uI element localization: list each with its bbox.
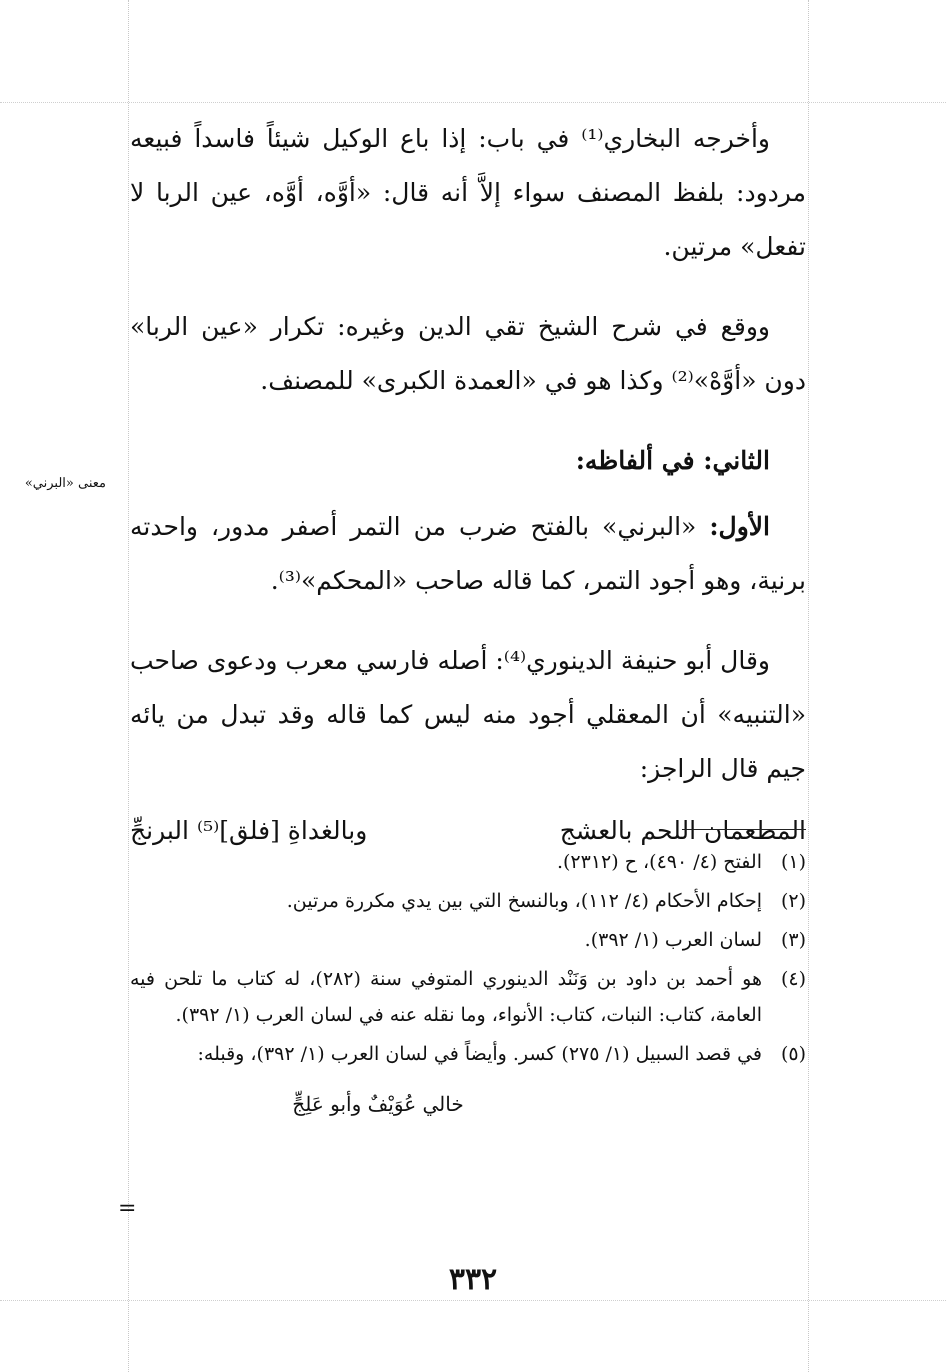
footnote — [130, 883, 806, 919]
paragraph-text: «البرني» بالفتح ضرب من التمر أصفر مدور، واحدته برنية، وهو أجود التمر، كما قاله صاحب «المحكم»⁽³⁾. — [130, 512, 806, 595]
verse-second-hemistich: وبالغداةِ [فلق]⁽⁵⁾ البرنجِّ — [130, 816, 368, 845]
footnotes — [130, 844, 806, 1122]
continuation-mark: = — [118, 1196, 137, 1221]
scan-guide-line — [0, 1300, 946, 1301]
paragraph — [130, 112, 806, 274]
scan-guide-line — [128, 0, 129, 1372]
footnote — [130, 961, 806, 1033]
footnote-verse: خالي عُوَيْفٌ وأبو عَلِجٍّ — [292, 1092, 464, 1116]
paragraph — [130, 500, 806, 608]
page-number: ٣٣٢ — [448, 1262, 498, 1297]
lead-word: الأول: — [709, 512, 770, 541]
footnote-number: (٢) — [780, 890, 806, 912]
footnote — [130, 844, 806, 880]
footnote-text: في قصد السبيل (١/ ٢٧٥) كسر. وأيضاً في لسان العرب (١/ ٣٩٢)، وقبله: — [197, 1043, 762, 1065]
paragraph — [130, 300, 806, 408]
section-heading — [130, 434, 806, 488]
footnote-text: الفتح (٤/ ٤٩٠)، ح (٢٣١٢). — [556, 851, 762, 873]
scan-guide-line — [0, 102, 946, 103]
paragraph-text: ووقع في شرح الشيخ تقي الدين وغيره: تكرار «عين الربا» دون «أوَّهْ»⁽²⁾ وكذا هو في «العمدة الكبرى» للمصنف. — [130, 312, 806, 395]
footnote-number: (٣) — [780, 929, 806, 951]
footnote-number: (٥) — [780, 1043, 806, 1065]
footnote-text: لسان العرب (١/ ٣٩٢). — [584, 929, 762, 951]
footnote — [130, 1036, 806, 1072]
footnote-text: إحكام الأحكام (٤/ ١١٢)، وبالنسخ التي بين يدي مكررة مرتين. — [286, 890, 762, 912]
paragraph — [130, 634, 806, 796]
footnote-number: (٤) — [780, 968, 806, 990]
section-heading-text: الثاني: في ألفاظه: — [575, 446, 770, 475]
margin-note: معنى «البرني» — [24, 476, 106, 491]
footnote — [130, 922, 806, 958]
paragraph-text: وأخرجه البخاري⁽¹⁾ في باب: إذا باع الوكيل شيئاً فاسداً فبيعه مردود: بلفظ المصنف سواء إلاَّ أنه قال: «أوَّه، أوَّه، عين الربا لا تفعل» مرتين. — [130, 124, 806, 261]
verse-first-hemistich: المطعمان اللحم بالعشج — [559, 816, 806, 845]
main-text — [130, 112, 806, 856]
footnote-number: (١) — [780, 851, 806, 873]
scan-guide-line — [808, 0, 809, 1372]
footnote-separator — [682, 829, 806, 830]
paragraph-text: وقال أبو حنيفة الدينوري⁽⁴⁾: أصله فارسي معرب ودعوى صاحب «التنبيه» أن المعقلي أجود منه ليس كما قاله وقد تبدل من يائه جيم قال الراجز: — [130, 646, 806, 783]
footnote-text: هو أحمد بن داود بن وَنَنْد الدينوري المتوفي سنة (٢٨٢)، له كتاب ما تلحن فيه العامة، كتاب: النبات، كتاب: الأنواء، وما نقله عنه في لسان العرب (١/ ٣٩٢). — [130, 968, 762, 1026]
